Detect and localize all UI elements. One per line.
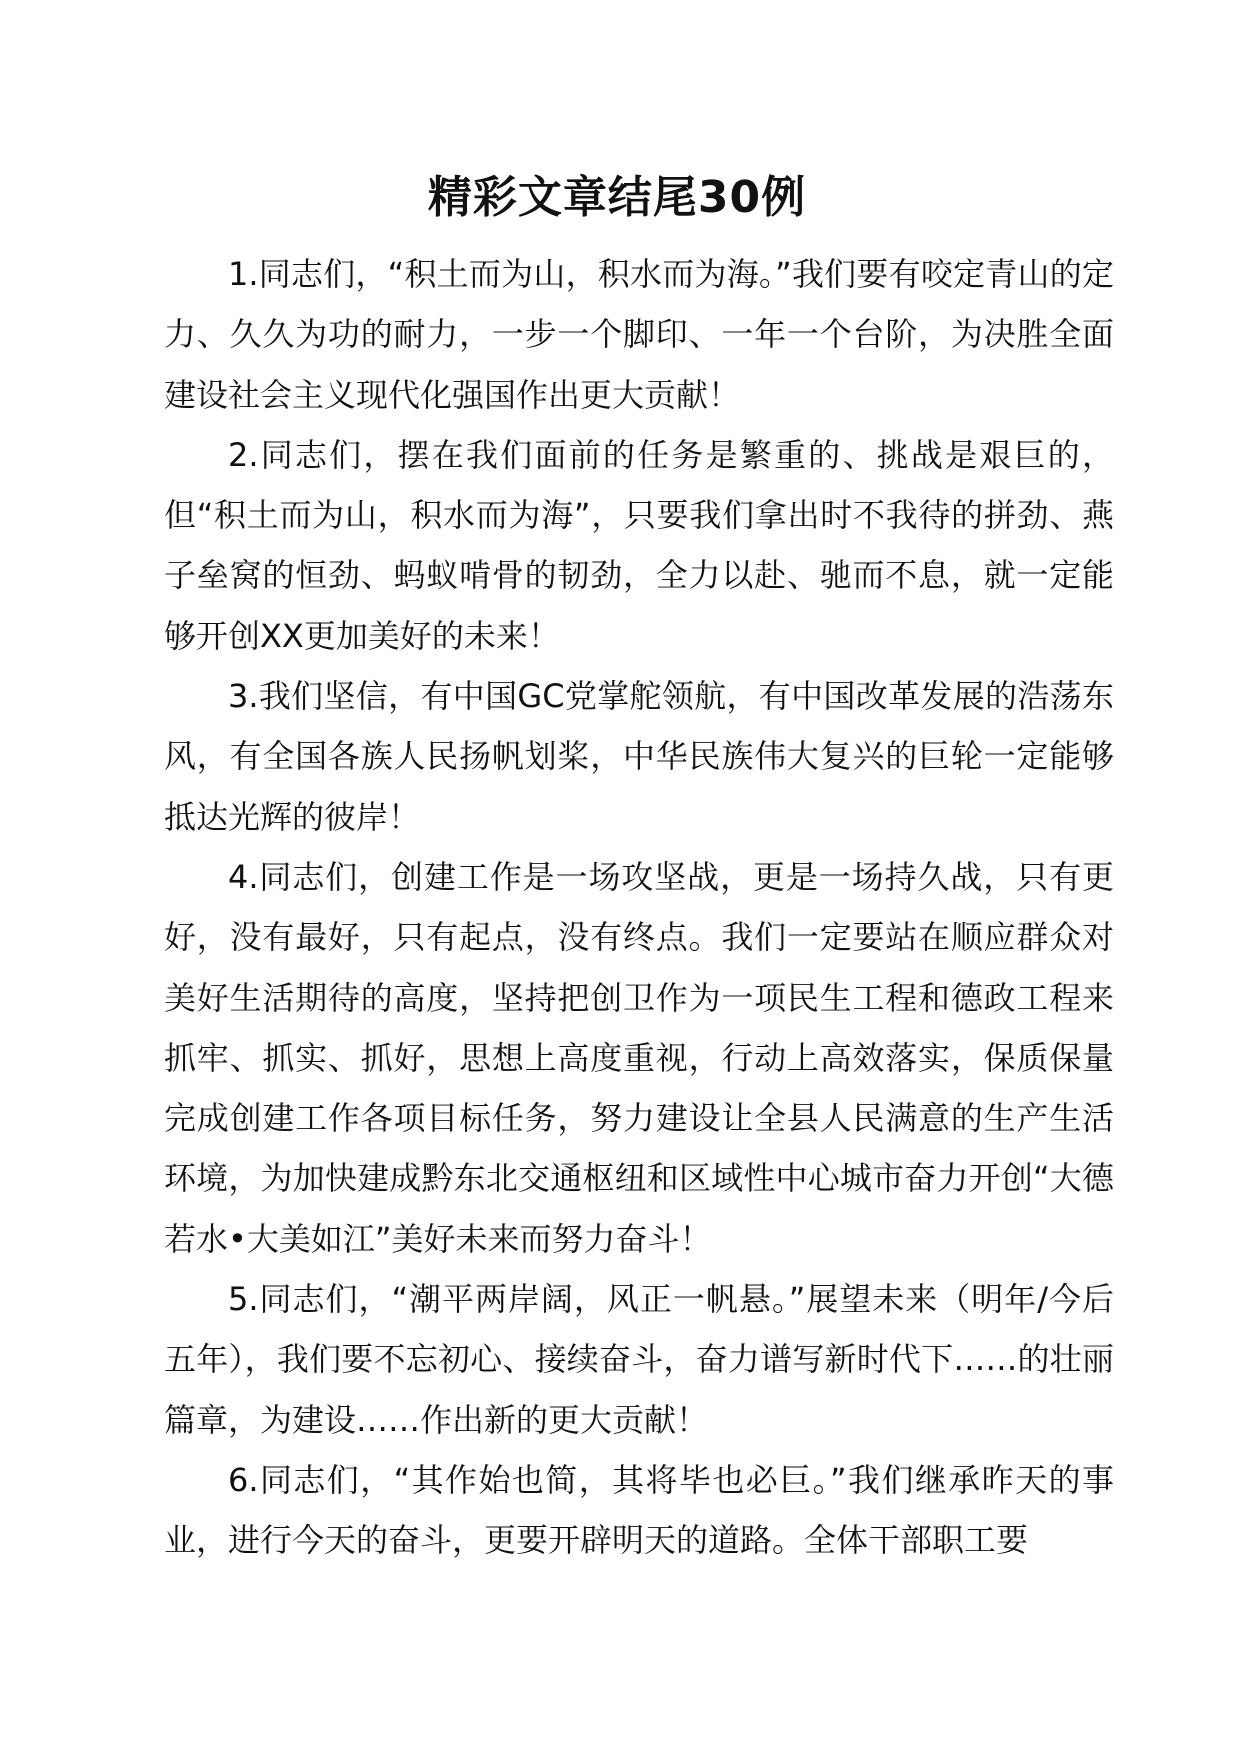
- paragraph-5: 5.同志们，“潮平两岸阔，风正一帆悬。”展望未来（明年/今后五年），我们要不忘初心、接续奋斗，奋力谱写新时代下……的壮丽篇章，为建设……作出新的更大贡献！: [164, 1280, 1114, 1439]
- document-body: [164, 244, 1114, 1571]
- paragraph-2: 2.同志们，摆在我们面前的任务是繁重的、挑战是艰巨的，但“积土而为山，积水而为海”，只要我们拿出时不我待的拼劲、燕子垒窝的恒劲、蚂蚁啃骨的韧劲，全力以赴、驰而不息，就一定能够开创XX更加美好的未来！: [164, 435, 1114, 655]
- paragraph-1: 1.同志们，“积土而为山，积水而为海。”我们要有咬定青山的定力、久久为功的耐力，一步一个脚印、一年一个台阶，为决胜全面建设社会主义现代化强国作出更大贡献！: [164, 255, 1114, 414]
- paragraph-3: 3.我们坚信，有中国GC党掌舵领航，有中国改革发展的浩荡东风，有全国各族人民扬帆划桨，中华民族伟大复兴的巨轮一定能够抵达光辉的彼岸！: [164, 677, 1114, 836]
- document-title: 精彩文章结尾30例: [427, 172, 807, 223]
- paragraph-4: 4.同志们，创建工作是一场攻坚战，更是一场持久战，只有更好，没有最好，只有起点，没有终点。我们一定要站在顺应群众对美好生活期待的高度，坚持把创卫作为一项民生工程和德政工程来抓牢、抓实、抓好，思想上高度重视，行动上高效落实，保质保量完成创建工作各项目标任务，努力建设让全县人民满意的生产生活环境，为加快建成黔东北交通枢纽和区域性中心城市奋力开创“大德若水•大美如江”美好未来而努力奋斗！: [164, 857, 1114, 1258]
- paragraph-6: 6.同志们，“其作始也简，其将毕也必巨。”我们继承昨天的事业，进行今天的奋斗，更要开辟明天的道路。全体干部职工要: [164, 1460, 1114, 1560]
